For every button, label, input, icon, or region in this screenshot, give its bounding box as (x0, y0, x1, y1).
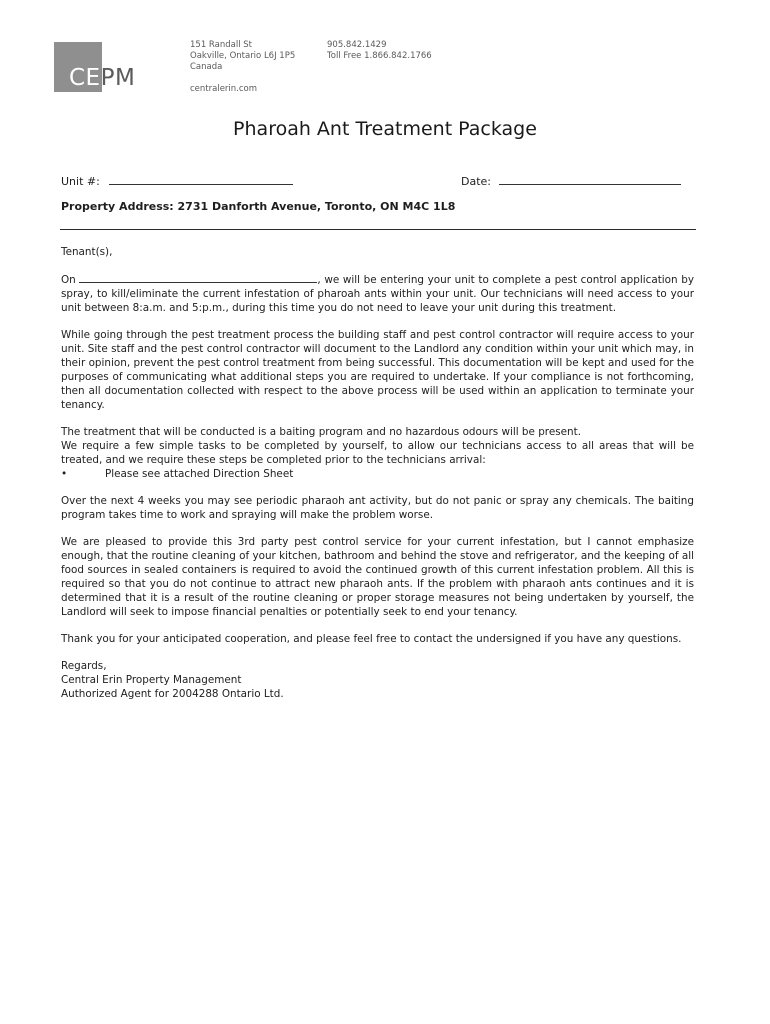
paragraph-treatment: The treatment that will be conducted is a baiting program and no hazardous odours will be present. (61, 426, 582, 438)
unit-blank-line[interactable] (109, 172, 293, 185)
company-address: 151 Randall St Oakville, Ontario L6J 1P5 Canada (190, 40, 296, 72)
letterhead (0, 0, 770, 110)
date-label: Date: (461, 175, 491, 188)
paragraph-requirements: We require a few simple tasks to be completed by yourself, to allow our technicians access to all areas that will be treated, and we require these steps be completed prior to the technicians arrival: (61, 440, 694, 466)
date-field (461, 172, 681, 188)
document-title: Pharoah Ant Treatment Package (233, 118, 537, 140)
company-logo-text: CEPM (69, 65, 136, 91)
unit-label: Unit #: (61, 175, 100, 188)
signature-block: Regards, Central Erin Property Management Authorized Agent for 2004288 Ontario Ltd. (61, 660, 284, 700)
date-blank-line[interactable] (499, 172, 681, 185)
entry-date-blank-line[interactable] (79, 272, 317, 283)
company-phone: 905.842.1429 Toll Free 1.866.842.1766 (327, 40, 432, 61)
unit-field (61, 172, 293, 188)
company-website: centralerin.com (190, 84, 258, 94)
bullet-icon: • (61, 468, 68, 480)
paragraph-entry-notice: On , we will be entering your unit to complete a pest control application by spray, to kill/eliminate the current infestation of pharoah ants within your unit. Our technicians will need access to your unit between 8:a.m. and 5:p.m., during this time you do not need to leave your unit during this treatment. (61, 274, 694, 314)
paragraph-activity: Over the next 4 weeks you may see periodic pharaoh ant activity, but do not panic or spray any chemicals. The baiting program takes time to work and spraying will make the problem worse. (61, 495, 694, 521)
letter-body (61, 245, 694, 701)
paragraph-cleaning: We are pleased to provide this 3rd party pest control service for your current infestation, but I cannot emphasize enough, that the routine cleaning of your kitchen, bathroom and behind the stove and refrigerator, and the keeping of all food sources in sealed containers is required to avoid the continued growth of this current infestation problem. All this is required so that you do not continue to attract new pharaoh ants. If the problem with pharaoh ants continues and it is determined that it is a result of the routine cleaning or proper storage measures not being undertaken by yourself, the Landlord will seek to impose financial penalties or potentially seek to end your tenancy. (61, 536, 694, 618)
paragraph-thanks: Thank you for your anticipated cooperation, and please feel free to contact the undersigned if you have any questions. (61, 633, 682, 645)
property-address: Property Address: 2731 Danforth Avenue, Toronto, ON M4C 1L8 (61, 200, 456, 213)
list-item: • Please see attached Direction Sheet (61, 468, 294, 480)
salutation: Tenant(s), (61, 246, 113, 258)
divider-rule (60, 229, 696, 230)
paragraph-access: While going through the pest treatment process the building staff and pest control contractor will require access to your unit. Site staff and the pest control contractor will document to the Landlord any condition within your unit which may, in their opinion, prevent the pest control treatment from being successful. This documentation will be kept and used for the purposes of communicating what additional steps you are required to undertake. If your compliance is not forthcoming, then all documentation collected with respect to the above process will be used within an application to terminate your tenancy. (61, 329, 694, 411)
